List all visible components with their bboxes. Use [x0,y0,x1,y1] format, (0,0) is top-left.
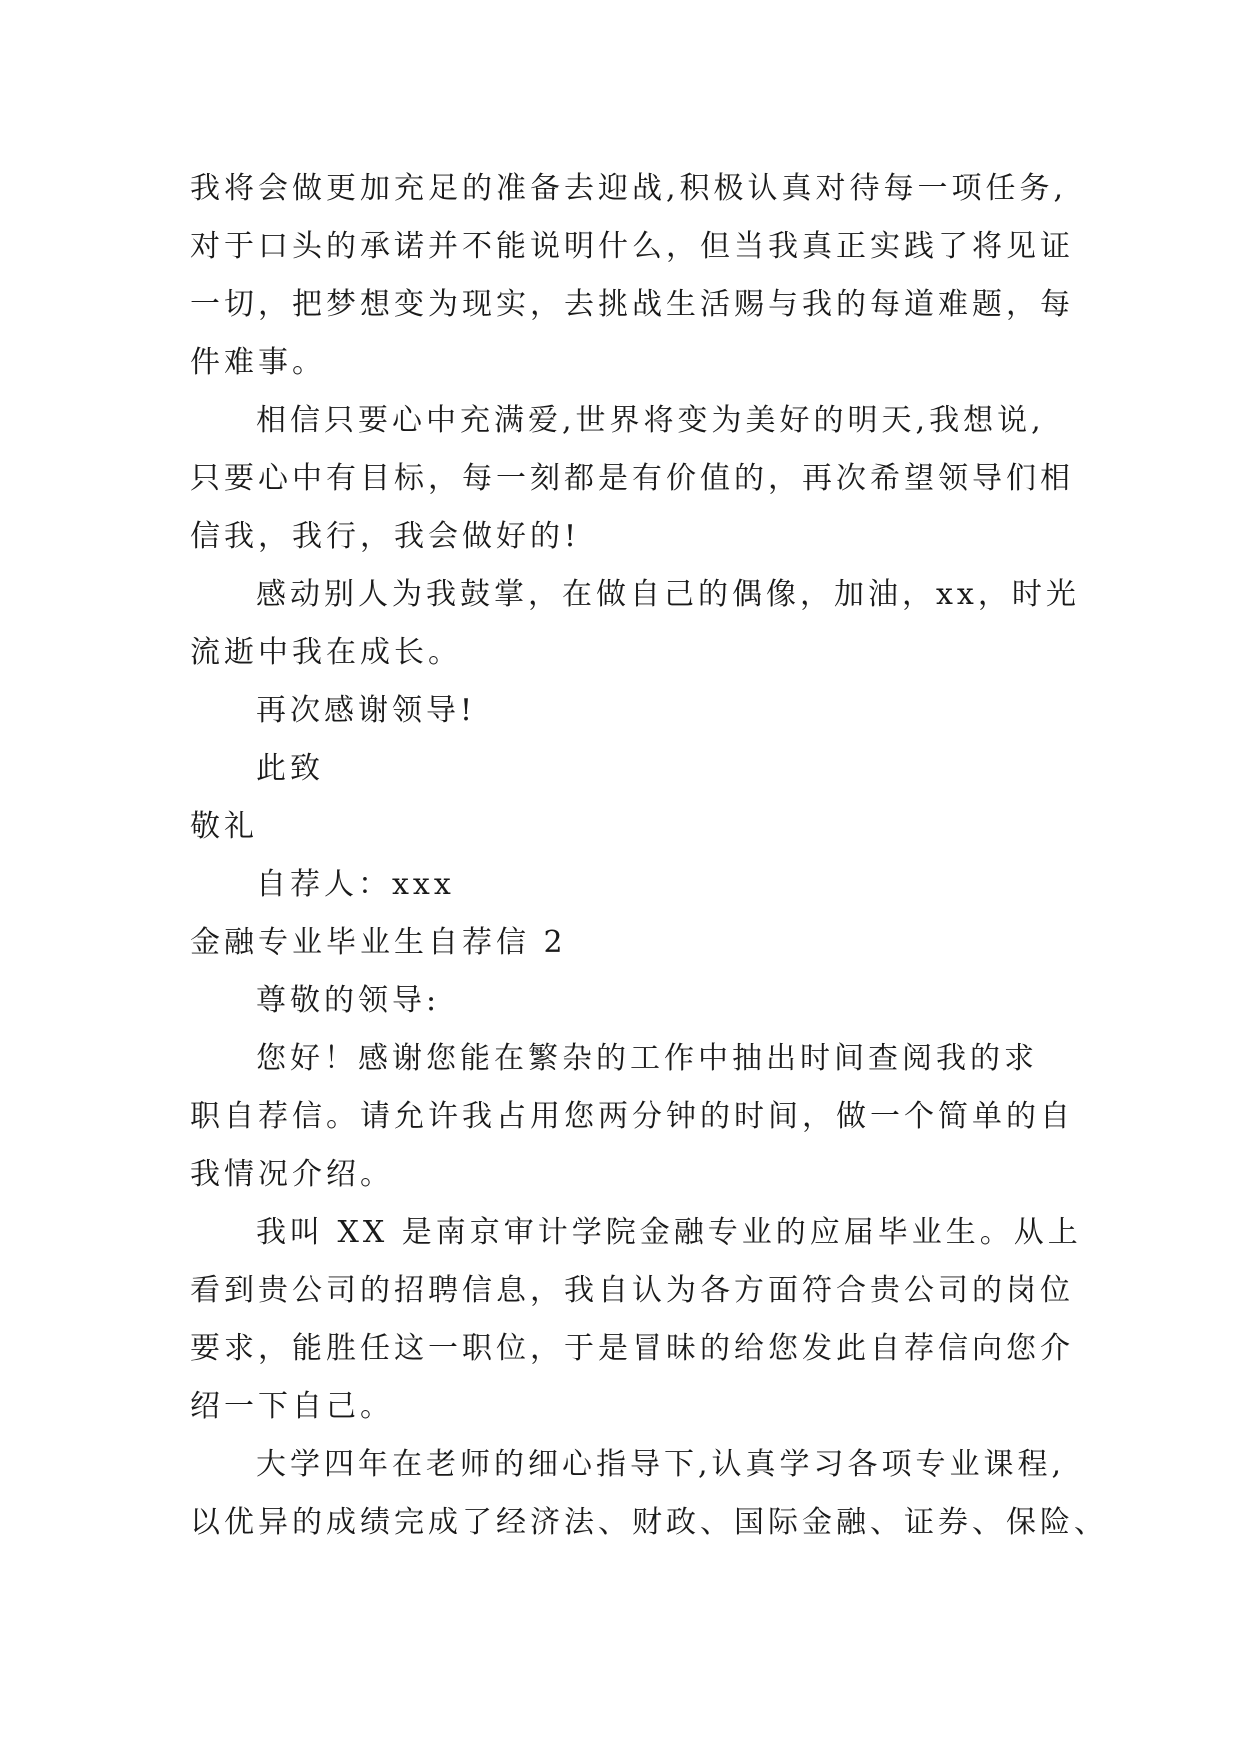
text-line: 流逝中我在成长。 [190,635,462,670]
text-line: 一切，把梦想变为现实，去挑战生活赐与我的每道难题，每 [190,287,1074,322]
text-line: 我将会做更加充足的准备去迎战,积极认真对待每一项任务, [190,171,1068,206]
text-line: 您好！感谢您能在繁杂的工作中抽出时间查阅我的求 [256,1041,1038,1076]
text-line: 职自荐信。请允许我占用您两分钟的时间，做一个简单的自 [190,1099,1074,1134]
closing-regards: 敬礼 [190,809,258,844]
text-line: 信我，我行，我会做好的! [190,519,581,554]
text-line: 件难事。 [190,345,326,380]
section-title: 金融专业毕业生自荐信 2 [190,925,567,960]
text-line: 只要心中有目标，每一刻都是有价值的，再次希望领导们相 [190,461,1074,496]
text-line: 要求，能胜任这一职位，于是冒昧的给您发此自荐信向您介 [190,1331,1074,1366]
text-line: 以优异的成绩完成了经济法、财政、国际金融、证券、保险、 [190,1505,1108,1540]
text-line: 我情况介绍。 [190,1157,394,1192]
greeting: 尊敬的领导: [256,983,441,1018]
text-line: 我叫 XX 是南京审计学院金融专业的应届毕业生。从上 [256,1215,1082,1250]
closing-salutation: 此致 [256,751,324,786]
text-line: 相信只要心中充满爱,世界将变为美好的明天,我想说, [256,403,1045,438]
text-line: 感动别人为我鼓掌，在做自己的偶像，加油，xx，时光 [256,577,1080,612]
letter-body [190,160,1108,1552]
text-line: 对于口头的承诺并不能说明什么，但当我真正实践了将见证 [190,229,1074,264]
text-line: 看到贵公司的招聘信息，我自认为各方面符合贵公司的岗位 [190,1273,1074,1308]
text-line: 大学四年在老师的细心指导下,认真学习各项专业课程, [256,1447,1066,1482]
text-line: 绍一下自己。 [190,1389,394,1424]
text-line: 再次感谢领导! [256,693,477,728]
signature-line: 自荐人：xxx [256,867,455,902]
